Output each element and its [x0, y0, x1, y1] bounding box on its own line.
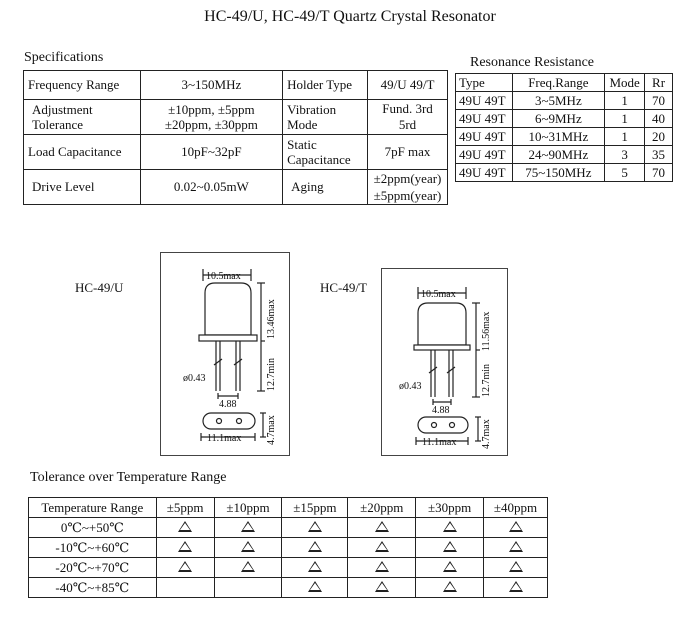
column-header: Type: [456, 74, 513, 92]
table-row: [456, 146, 673, 164]
tolerance-mark: [348, 538, 416, 558]
tolerance-mark: [282, 518, 348, 538]
triangle-icon: [509, 561, 523, 572]
table-cell: 75~150MHz: [512, 164, 605, 182]
column-header: ±15ppm: [282, 498, 348, 518]
spec-value: 10pF~32pF: [140, 135, 282, 170]
table-cell: 1: [605, 128, 645, 146]
temperature-range: -10℃~+60℃: [29, 538, 157, 558]
hc49u-drawing: [161, 253, 289, 455]
table-cell: 35: [645, 146, 673, 164]
tolerance-mark: [156, 578, 214, 598]
hc49t-label: HC-49/T: [320, 280, 367, 295]
spec-label: Aging: [283, 170, 368, 205]
column-header: ±40ppm: [484, 498, 548, 518]
spec-label: Static Capacitance: [283, 135, 368, 170]
column-header: ±20ppm: [348, 498, 416, 518]
resonance-heading: Resonance Resistance: [470, 55, 595, 70]
tolerance-mark: [348, 578, 416, 598]
table-cell: 3: [605, 146, 645, 164]
tolerance-table: [28, 497, 548, 598]
tolerance-header-row: [29, 498, 548, 518]
column-header: Mode: [605, 74, 645, 92]
spec-label: Adjustment Tolerance: [24, 100, 141, 135]
hc49t-lead-len: 12.7min: [481, 363, 492, 397]
spec-value: 0.02~0.05mW: [140, 170, 282, 205]
tolerance-mark: [416, 538, 484, 558]
spec-label: Holder Type: [283, 71, 368, 100]
hc49t-pitch: 4.88: [432, 405, 450, 416]
triangle-icon: [443, 541, 457, 552]
column-header: ±30ppm: [416, 498, 484, 518]
tolerance-mark: [214, 578, 282, 598]
triangle-icon: [375, 541, 389, 552]
spec-value: 3~150MHz: [140, 71, 282, 100]
spec-row: [24, 100, 448, 135]
tolerance-mark: [214, 558, 282, 578]
tolerance-mark: [156, 558, 214, 578]
table-cell: 6~9MHz: [512, 110, 605, 128]
hc49t-drawing: [382, 269, 507, 455]
table-cell: 1: [605, 110, 645, 128]
triangle-icon: [375, 581, 389, 592]
specifications-heading: Specifications: [24, 50, 104, 65]
spec-value: ±2ppm(year) ±5ppm(year): [368, 170, 448, 205]
spec-value: 49/U 49/T: [368, 71, 448, 100]
tolerance-mark: [214, 538, 282, 558]
tolerance-mark: [282, 558, 348, 578]
triangle-icon: [375, 521, 389, 532]
temperature-range: -20℃~+70℃: [29, 558, 157, 578]
hc49u-lead-dia: ø0.43: [183, 373, 206, 384]
tolerance-mark: [484, 578, 548, 598]
hc49u-diagram: [160, 252, 290, 456]
tolerance-mark: [484, 558, 548, 578]
triangle-icon: [308, 561, 322, 572]
table-cell: 70: [645, 92, 673, 110]
table-row: [29, 538, 548, 558]
hc49t-foot-width: 11.1max: [422, 437, 457, 448]
hc49u-lead-len: 12.7min: [266, 357, 277, 391]
triangle-icon: [308, 521, 322, 532]
temperature-range: -40℃~+85℃: [29, 578, 157, 598]
spec-label: Load Capacitance: [24, 135, 141, 170]
triangle-icon: [178, 521, 192, 532]
triangle-icon: [178, 561, 192, 572]
triangle-icon: [241, 521, 255, 532]
table-cell: 70: [645, 164, 673, 182]
hc49u-foot-width: 11.1max: [207, 433, 242, 444]
table-cell: 10~31MHz: [512, 128, 605, 146]
table-cell: 24~90MHz: [512, 146, 605, 164]
table-row: [29, 558, 548, 578]
table-cell: 5: [605, 164, 645, 182]
tolerance-heading: Tolerance over Temperature Range: [30, 470, 227, 485]
table-cell: 1: [605, 92, 645, 110]
table-row: [456, 128, 673, 146]
hc49t-lead-dia: ø0.43: [399, 381, 422, 392]
table-cell: 49U 49T: [456, 110, 513, 128]
spec-value: ±10ppm, ±5ppm ±20ppm, ±30ppm: [140, 100, 282, 135]
triangle-icon: [375, 561, 389, 572]
tolerance-mark: [484, 538, 548, 558]
temperature-range: 0℃~+50℃: [29, 518, 157, 538]
triangle-icon: [308, 581, 322, 592]
table-row: [29, 518, 548, 538]
table-cell: 49U 49T: [456, 146, 513, 164]
table-row: [456, 110, 673, 128]
triangle-icon: [509, 541, 523, 552]
triangle-icon: [241, 541, 255, 552]
triangle-icon: [308, 541, 322, 552]
hc49t-foot-height: 4.7max: [481, 419, 492, 449]
tolerance-mark: [156, 538, 214, 558]
spec-row: [24, 170, 448, 205]
hc49t-diagram: [381, 268, 508, 456]
hc49u-height-body: 13.46max: [266, 299, 277, 339]
tolerance-mark: [484, 518, 548, 538]
tolerance-mark: [214, 518, 282, 538]
triangle-icon: [178, 541, 192, 552]
tolerance-mark: [416, 558, 484, 578]
table-cell: 3~5MHz: [512, 92, 605, 110]
hc49t-width-top: 10.5max: [421, 289, 456, 300]
triangle-icon: [443, 581, 457, 592]
spec-label: Frequency Range: [24, 71, 141, 100]
spec-row: [24, 135, 448, 170]
triangle-icon: [241, 561, 255, 572]
column-header: Freq.Range: [512, 74, 605, 92]
table-row: [29, 578, 548, 598]
triangle-icon: [443, 561, 457, 572]
resonance-table: [455, 73, 673, 182]
table-cell: 49U 49T: [456, 128, 513, 146]
spec-label: Drive Level: [24, 170, 141, 205]
tolerance-mark: [416, 578, 484, 598]
hc49t-height-body: 11.56max: [481, 311, 492, 351]
spec-label: Vibration Mode: [283, 100, 368, 135]
resonance-header-row: [456, 74, 673, 92]
column-header: Rr: [645, 74, 673, 92]
column-header: ±10ppm: [214, 498, 282, 518]
tolerance-mark: [156, 518, 214, 538]
specifications-table: [23, 70, 448, 205]
tolerance-mark: [348, 558, 416, 578]
tolerance-mark: [416, 518, 484, 538]
spec-row: [24, 71, 448, 100]
table-cell: 49U 49T: [456, 164, 513, 182]
table-cell: 40: [645, 110, 673, 128]
hc49u-pitch: 4.88: [219, 399, 237, 410]
hc49u-foot-height: 4.7max: [266, 415, 277, 445]
tolerance-mark: [282, 578, 348, 598]
triangle-icon: [509, 581, 523, 592]
table-cell: 20: [645, 128, 673, 146]
hc49u-label: HC-49/U: [75, 280, 124, 295]
column-header: Temperature Range: [29, 498, 157, 518]
page-title: HC-49/U, HC-49/T Quartz Crystal Resonator: [204, 8, 496, 25]
table-row: [456, 92, 673, 110]
table-cell: 49U 49T: [456, 92, 513, 110]
tolerance-mark: [348, 518, 416, 538]
tolerance-mark: [282, 538, 348, 558]
spec-value: Fund. 3rd 5rd: [368, 100, 448, 135]
table-row: [456, 164, 673, 182]
triangle-icon: [509, 521, 523, 532]
column-header: ±5ppm: [156, 498, 214, 518]
hc49u-width-top: 10.5max: [206, 271, 241, 282]
triangle-icon: [443, 521, 457, 532]
spec-value: 7pF max: [368, 135, 448, 170]
